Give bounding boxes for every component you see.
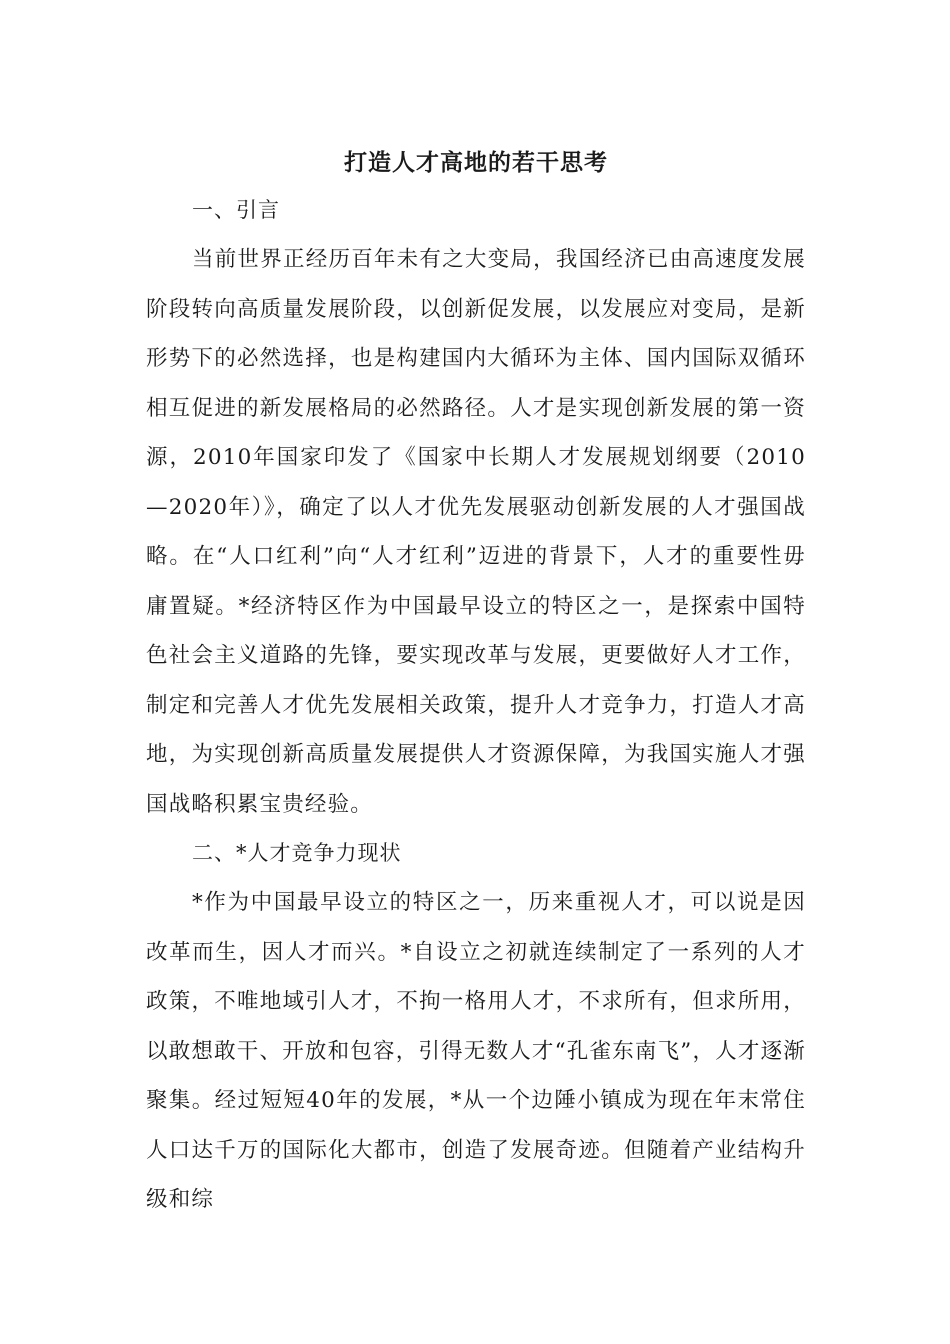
paragraph-talent-status: *作为中国最早设立的特区之一，历来重视人才，可以说是因改革而生，因人才而兴。*自设立之初就连续制定了一系列的人才政策，不唯地域引人才，不拘一格用人才，不求所有，但求所用，以敢想敢干、开放和包容，引得无数人才“孔雀东南飞”，人才逐渐聚集。经过短短40年的发展，*从一个边陲小镇成为现在年末常住人口达千万的国际化大都市，创造了发展奇迹。但随着产业结构升级和综: [146, 890, 806, 1212]
document-title: 打造人才高地的若干思考: [344, 149, 608, 176]
paragraph-introduction: 当前世界正经历百年未有之大变局，我国经济已由高速度发展阶段转向高质量发展阶段，以创新促发展，以发展应对变局，是新形势下的必然选择，也是构建国内大循环为主体、国内国际双循环相互促进的新发展格局的必然路径。人才是实现创新发展的第一资源，2010年国家印发了《国家中长期人才发展规划纲要（2010—2020年）》，确定了以人才优先发展驱动创新发展的人才强国战略。在“人口红利”向“人才红利”迈进的背景下，人才的重要性毋庸置疑。*经济特区作为中国最早设立的特区之一，是探索中国特色社会主义道路的先锋，要实现改革与发展，更要做好人才工作，制定和完善人才优先发展相关政策，提升人才竞争力，打造人才高地，为实现创新高质量发展提供人才资源保障，为我国实施人才强国战略积累宝贵经验。: [146, 247, 806, 817]
section-heading-talent-status: 二、*人才竞争力现状: [192, 841, 402, 865]
document-page: [146, 140, 806, 1225]
section-heading-introduction: 一、引言: [192, 198, 280, 222]
